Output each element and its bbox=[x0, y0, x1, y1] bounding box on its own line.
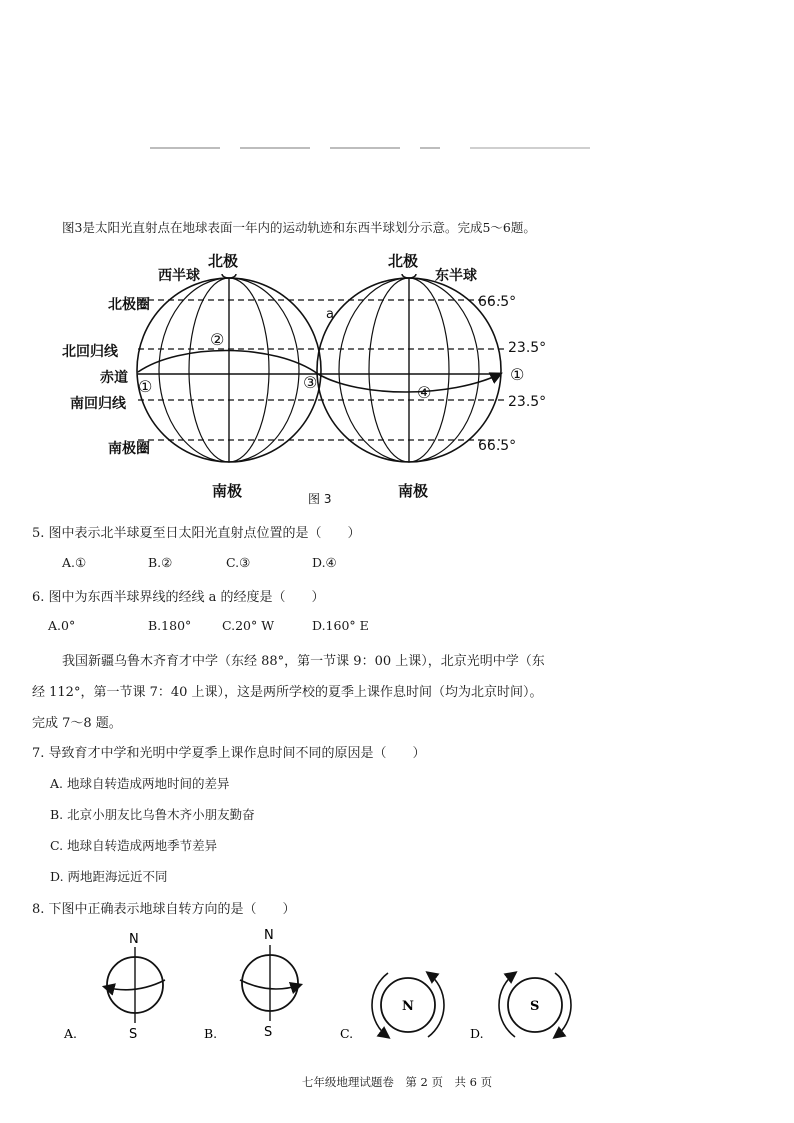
q8-option-d: D. bbox=[470, 1026, 484, 1041]
scan-artifact-line bbox=[470, 147, 590, 149]
passage-line-2: 经 112°，第一节课 7：40 上课），这是两所学校的夏季上课作息时间（均为北京时间）。 bbox=[32, 685, 543, 700]
question-8: 8. 下图中正确表示地球自转方向的是（ ） bbox=[32, 902, 296, 917]
question-5: 5. 图中表示北半球夏至日太阳光直射点位置的是（ ） bbox=[32, 526, 361, 541]
globe-b bbox=[240, 928, 300, 1040]
lat-23-5-n: 23.5° bbox=[508, 340, 547, 356]
scan-artifact-line bbox=[150, 147, 440, 149]
globe-a-s: S bbox=[129, 1027, 138, 1042]
south-pole-label-left: 南极 bbox=[212, 482, 243, 500]
passage-line-1: 我国新疆乌鲁木齐育才中学（东经 88°，第一节课 9：00 上课），北京光明中学（东 bbox=[62, 654, 545, 669]
arctic-circle-label: 北极圈 bbox=[108, 297, 150, 313]
figure-intro: 图3是太阳光直射点在地球表面一年内的运动轨迹和东西半球划分示意。完成5～6题。 bbox=[62, 220, 536, 235]
q5-option-b: B.② bbox=[148, 555, 173, 570]
globe-b-n: N bbox=[264, 928, 274, 943]
q6-option-a: A.0° bbox=[48, 618, 76, 633]
point-4: ④ bbox=[417, 383, 432, 402]
q8-option-a: A. bbox=[64, 1026, 78, 1041]
equator-label: 赤道 bbox=[100, 370, 128, 386]
point-1-left: ① bbox=[138, 377, 153, 396]
rotation-figures bbox=[60, 925, 620, 1050]
globe-b-s: S bbox=[264, 1025, 273, 1040]
polar-c bbox=[372, 973, 444, 1037]
west-hemisphere-label: 西半球 bbox=[158, 268, 200, 284]
tropic-capricorn-label: 南回归线 bbox=[70, 396, 126, 412]
north-pole-label-right: 北极 bbox=[388, 252, 419, 270]
q6-option-b: B.180° bbox=[148, 618, 192, 633]
passage-line-3: 完成 7～8 题。 bbox=[32, 716, 122, 731]
polar-d bbox=[499, 973, 571, 1037]
lat-66-5-n: 66.5° bbox=[478, 294, 517, 310]
q7-option-d: D. 两地距海远近不同 bbox=[50, 869, 168, 884]
north-pole-label-left: 北极 bbox=[208, 252, 239, 270]
lat-23-5-s: 23.5° bbox=[508, 394, 547, 410]
q5-option-c: C.③ bbox=[226, 555, 251, 570]
antarctic-circle-label: 南极圈 bbox=[108, 441, 150, 457]
globe-a bbox=[105, 932, 165, 1042]
east-hemisphere-label: 东半球 bbox=[435, 268, 477, 284]
q5-option-a: A.① bbox=[62, 555, 87, 570]
question-7: 7. 导致育才中学和光明中学夏季上课作息时间不同的原因是（ ） bbox=[32, 746, 426, 761]
polar-c-n: N bbox=[402, 999, 414, 1014]
page-footer: 七年级地理试题卷 第 2 页 共 6 页 bbox=[301, 1075, 493, 1089]
lat-66-5-s: 66.5° bbox=[478, 438, 517, 454]
figure-caption: 图 3 bbox=[308, 492, 332, 506]
q8-option-b: B. bbox=[204, 1026, 218, 1041]
polar-d-s: S bbox=[530, 999, 540, 1014]
q5-option-d: D.④ bbox=[312, 555, 337, 570]
q6-option-c: C.20° W bbox=[222, 618, 275, 633]
q6-option-d: D.160° E bbox=[312, 618, 369, 633]
meridian-a-label: a bbox=[326, 307, 334, 322]
point-2: ② bbox=[210, 330, 225, 349]
point-1-right: ① bbox=[510, 365, 525, 384]
q7-option-c: C. 地球自转造成两地季节差异 bbox=[50, 838, 218, 853]
tropic-cancer-label: 北回归线 bbox=[62, 344, 118, 360]
figure-3 bbox=[60, 248, 560, 508]
south-pole-label-right: 南极 bbox=[398, 482, 429, 500]
point-3: ③ bbox=[303, 373, 318, 392]
q8-option-c: C. bbox=[340, 1026, 354, 1041]
q7-option-b: B. 北京小朋友比乌鲁木齐小朋友勤奋 bbox=[50, 807, 255, 822]
question-6: 6. 图中为东西半球界线的经线 a 的经度是（ ） bbox=[32, 590, 325, 605]
globe-a-n: N bbox=[129, 932, 139, 947]
q7-option-a: A. 地球自转造成两地时间的差异 bbox=[50, 776, 230, 791]
